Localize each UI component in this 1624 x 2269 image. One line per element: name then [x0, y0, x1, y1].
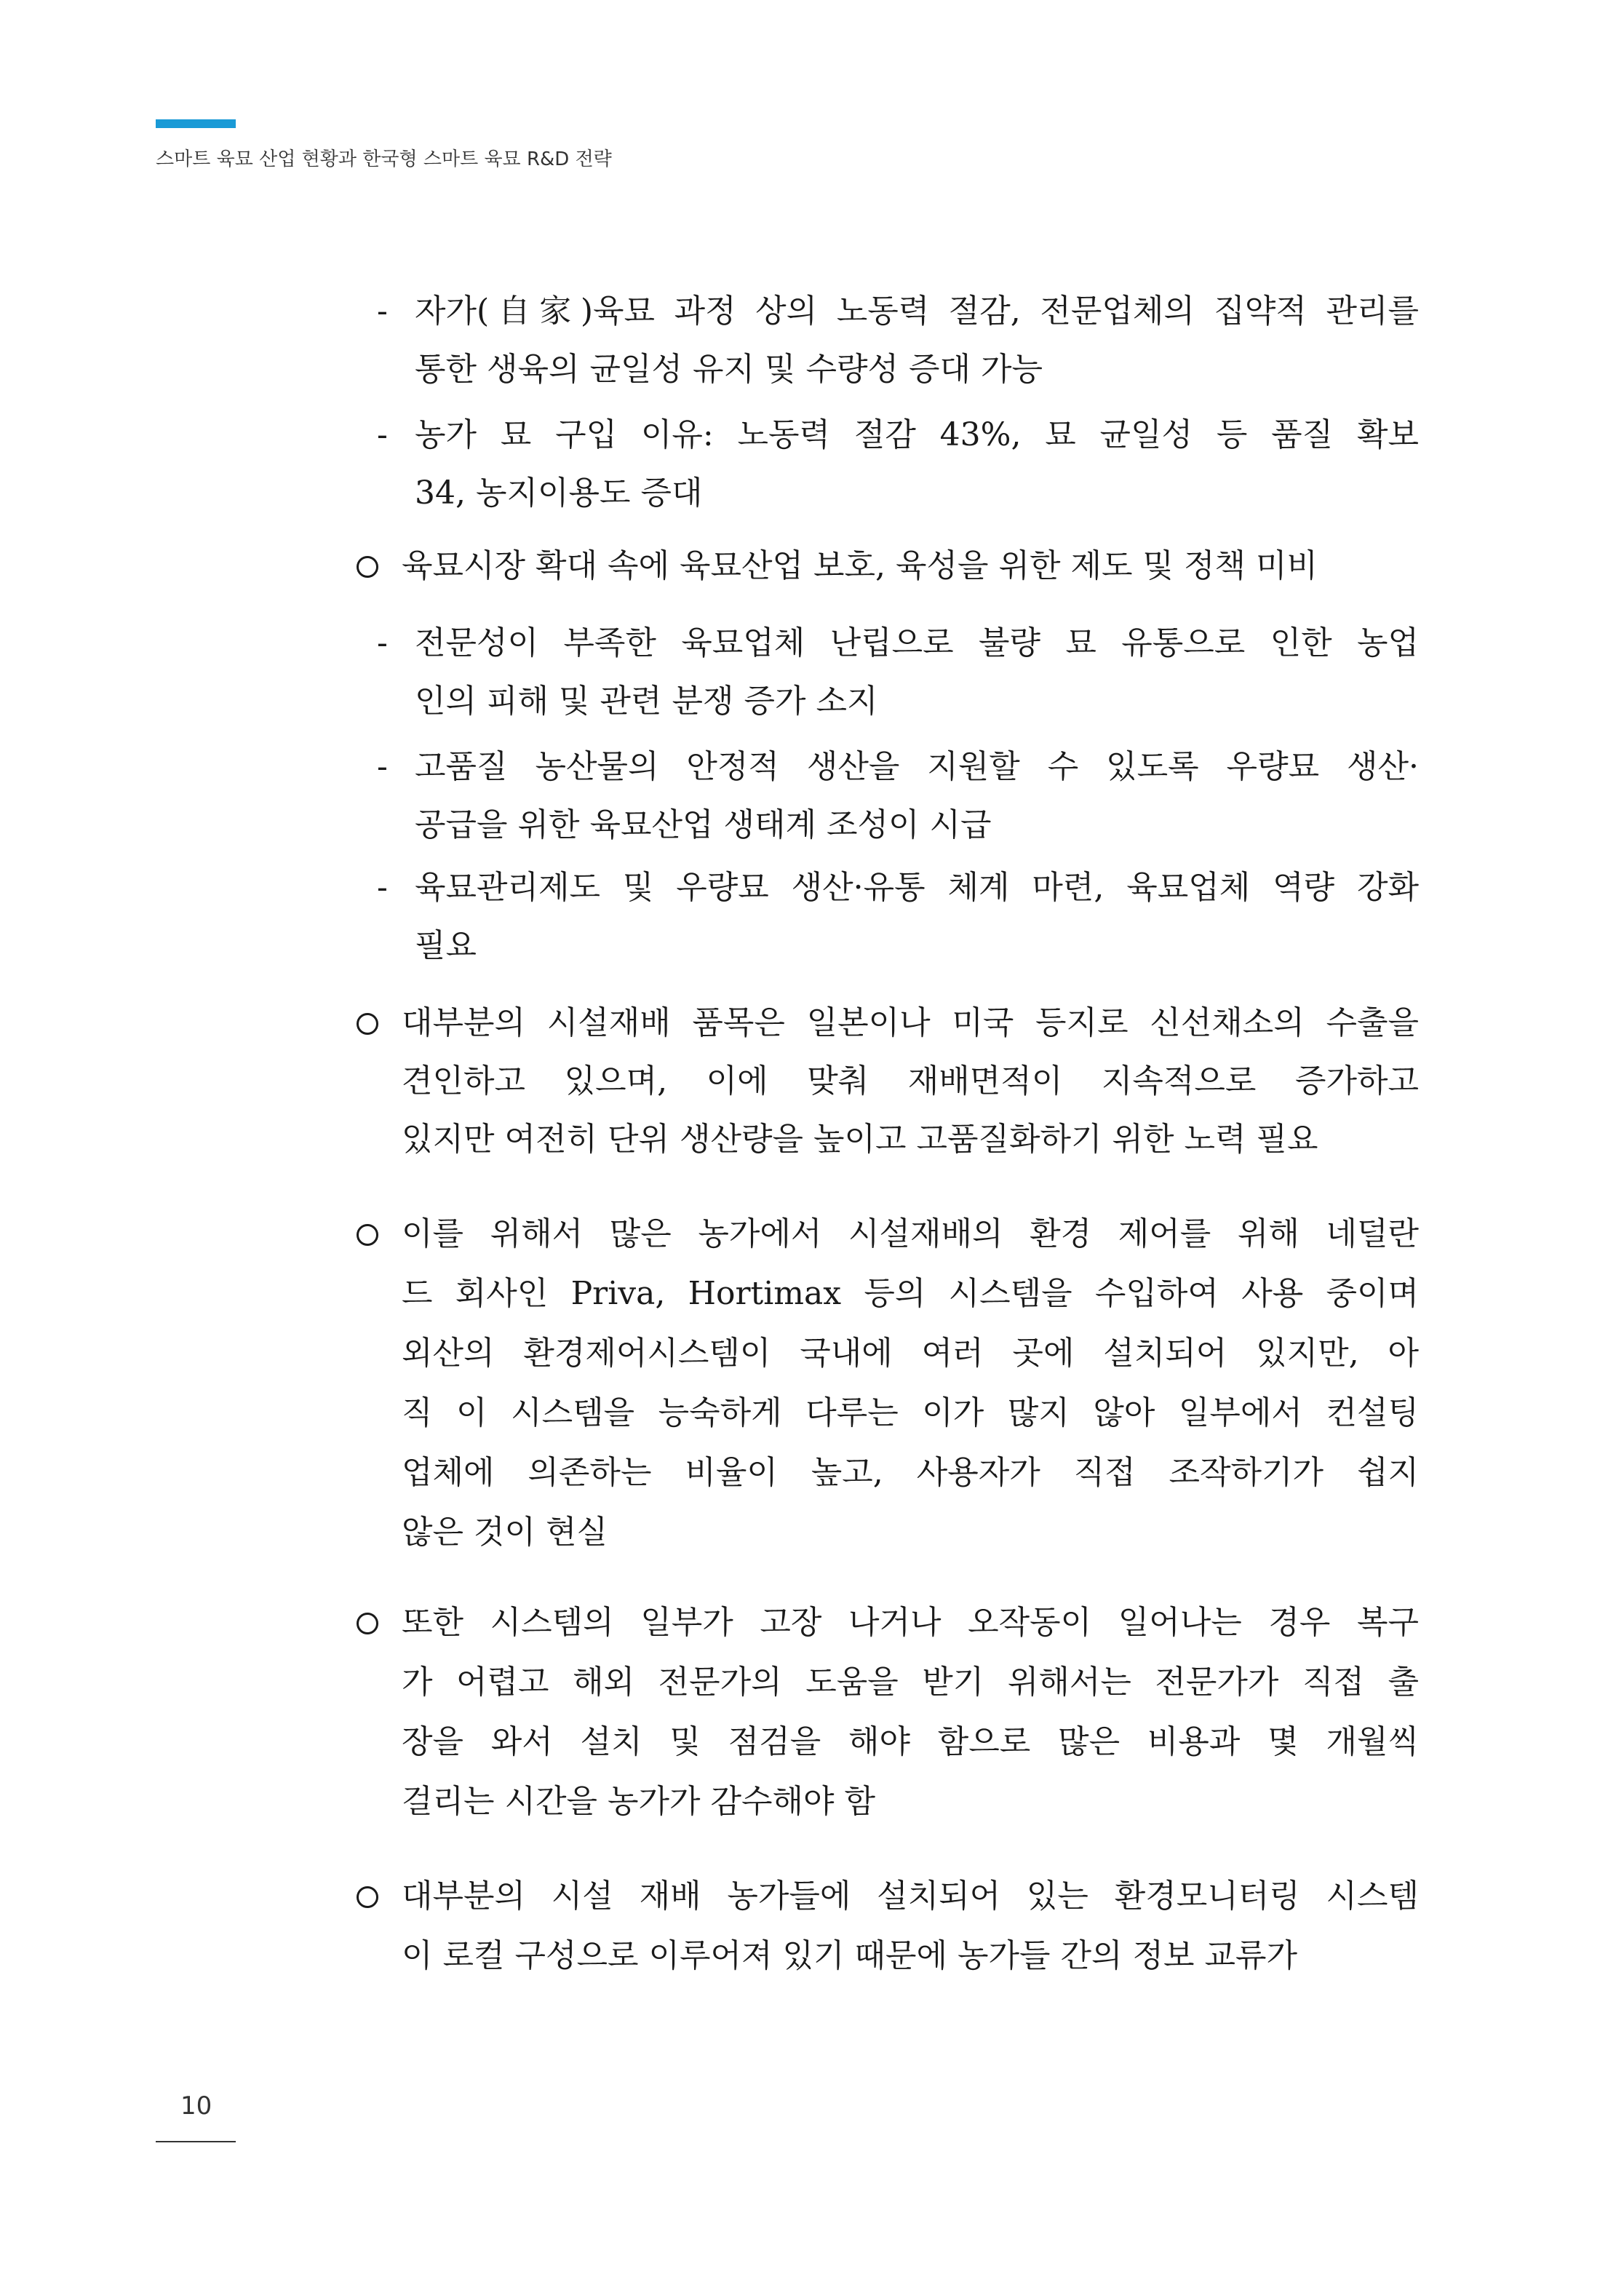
paragraph-line: 대부분의 시설 재배 농가들에 설치되어 있는 환경모니터링 시스템 — [402, 1877, 1419, 1915]
paragraph-line: 장을 와서 설치 및 점검을 해야 함으로 많은 비용과 몇 개월씩 — [402, 1723, 1419, 1760]
bullet-dash: - — [377, 748, 388, 785]
paragraph-line: 걸리는 시간을 농가가 감수해야 함 — [402, 1783, 875, 1820]
paragraph-line: 직 이 시스템을 능숙하게 다루는 이가 많지 않아 일부에서 컨설팅 — [402, 1394, 1419, 1431]
bullet-dash: - — [377, 624, 388, 661]
paragraph-line: 이 로컬 구성으로 이루어져 있기 때문에 농가들 간의 정보 교류가 — [402, 1937, 1297, 1974]
paragraph-line: 필요 — [415, 927, 477, 964]
paragraph-line: 견인하고 있으며, 이에 맞춰 재배면적이 지속적으로 증가하고 — [402, 1062, 1419, 1100]
running-header: 스마트 육묘 산업 현황과 한국형 스마트 육묘 R&D 전략 — [156, 148, 612, 170]
paragraph-line: 육묘관리제도 및 우량묘 생산·유통 체계 마련, 육묘업체 역량 강화 — [415, 869, 1419, 906]
header-accent-bar — [156, 119, 236, 128]
bullet-circle-icon — [357, 1224, 378, 1246]
paragraph-line: 농가 묘 구입 이유: 노동력 절감 43%, 묘 균일성 등 품질 확보 — [415, 416, 1419, 453]
paragraph-line: 않은 것이 현실 — [402, 1514, 608, 1551]
paragraph-line: 업체에 의존하는 비율이 높고, 사용자가 직접 조작하기가 쉽지 — [402, 1454, 1419, 1491]
paragraph-line: 있지만 여전히 단위 생산량을 높이고 고품질화하기 위한 노력 필요 — [402, 1121, 1318, 1158]
bullet-circle-icon — [357, 1613, 378, 1634]
bullet-dash: - — [377, 293, 388, 330]
paragraph-line: 고품질 농산물의 안정적 생산을 지원할 수 있도록 우량묘 생산· — [415, 748, 1419, 785]
bullet-dash: - — [377, 416, 388, 453]
paragraph-line: 34, 농지이용도 증대 — [415, 474, 703, 512]
paragraph-line: 외산의 환경제어시스템이 국내에 여러 곳에 설치되어 있지만, 아 — [402, 1335, 1419, 1372]
bullet-circle-icon — [357, 556, 378, 578]
paragraph-line: 자가(自家)육묘 과정 상의 노동력 절감, 전문업체의 집약적 관리를 — [415, 293, 1419, 330]
paragraph-line: 인의 피해 및 관련 분쟁 증가 소지 — [415, 683, 878, 720]
paragraph-line: 이를 위해서 많은 농가에서 시설재배의 환경 제어를 위해 네덜란 — [402, 1215, 1419, 1252]
bullet-dash: - — [377, 869, 388, 906]
page-number: 10 — [180, 2091, 212, 2121]
paragraph-line: 가 어렵고 해외 전문가의 도움을 받기 위해서는 전문가가 직접 출 — [402, 1664, 1419, 1701]
paragraph-line: 공급을 위한 육묘산업 생태계 조성이 시급 — [415, 806, 992, 843]
bullet-circle-icon — [357, 1013, 378, 1035]
paragraph-line: 드 회사인 Priva, Hortimax 등의 시스템을 수입하여 사용 중이며 — [402, 1275, 1419, 1312]
footer-rule — [156, 2141, 236, 2142]
paragraph-line: 또한 시스템의 일부가 고장 나거나 오작동이 일어나는 경우 복구 — [402, 1604, 1419, 1641]
paragraph-line: 통한 생육의 균일성 유지 및 수량성 증대 가능 — [415, 351, 1043, 388]
bullet-circle-icon — [357, 1886, 378, 1908]
paragraph-line: 대부분의 시설재배 품목은 일본이나 미국 등지로 신선채소의 수출을 — [402, 1004, 1419, 1041]
paragraph-line: 육묘시장 확대 속에 육묘산업 보호, 육성을 위한 제도 및 정책 미비 — [402, 547, 1318, 584]
paragraph-line: 전문성이 부족한 육묘업체 난립으로 불량 묘 유통으로 인한 농업 — [415, 624, 1419, 661]
